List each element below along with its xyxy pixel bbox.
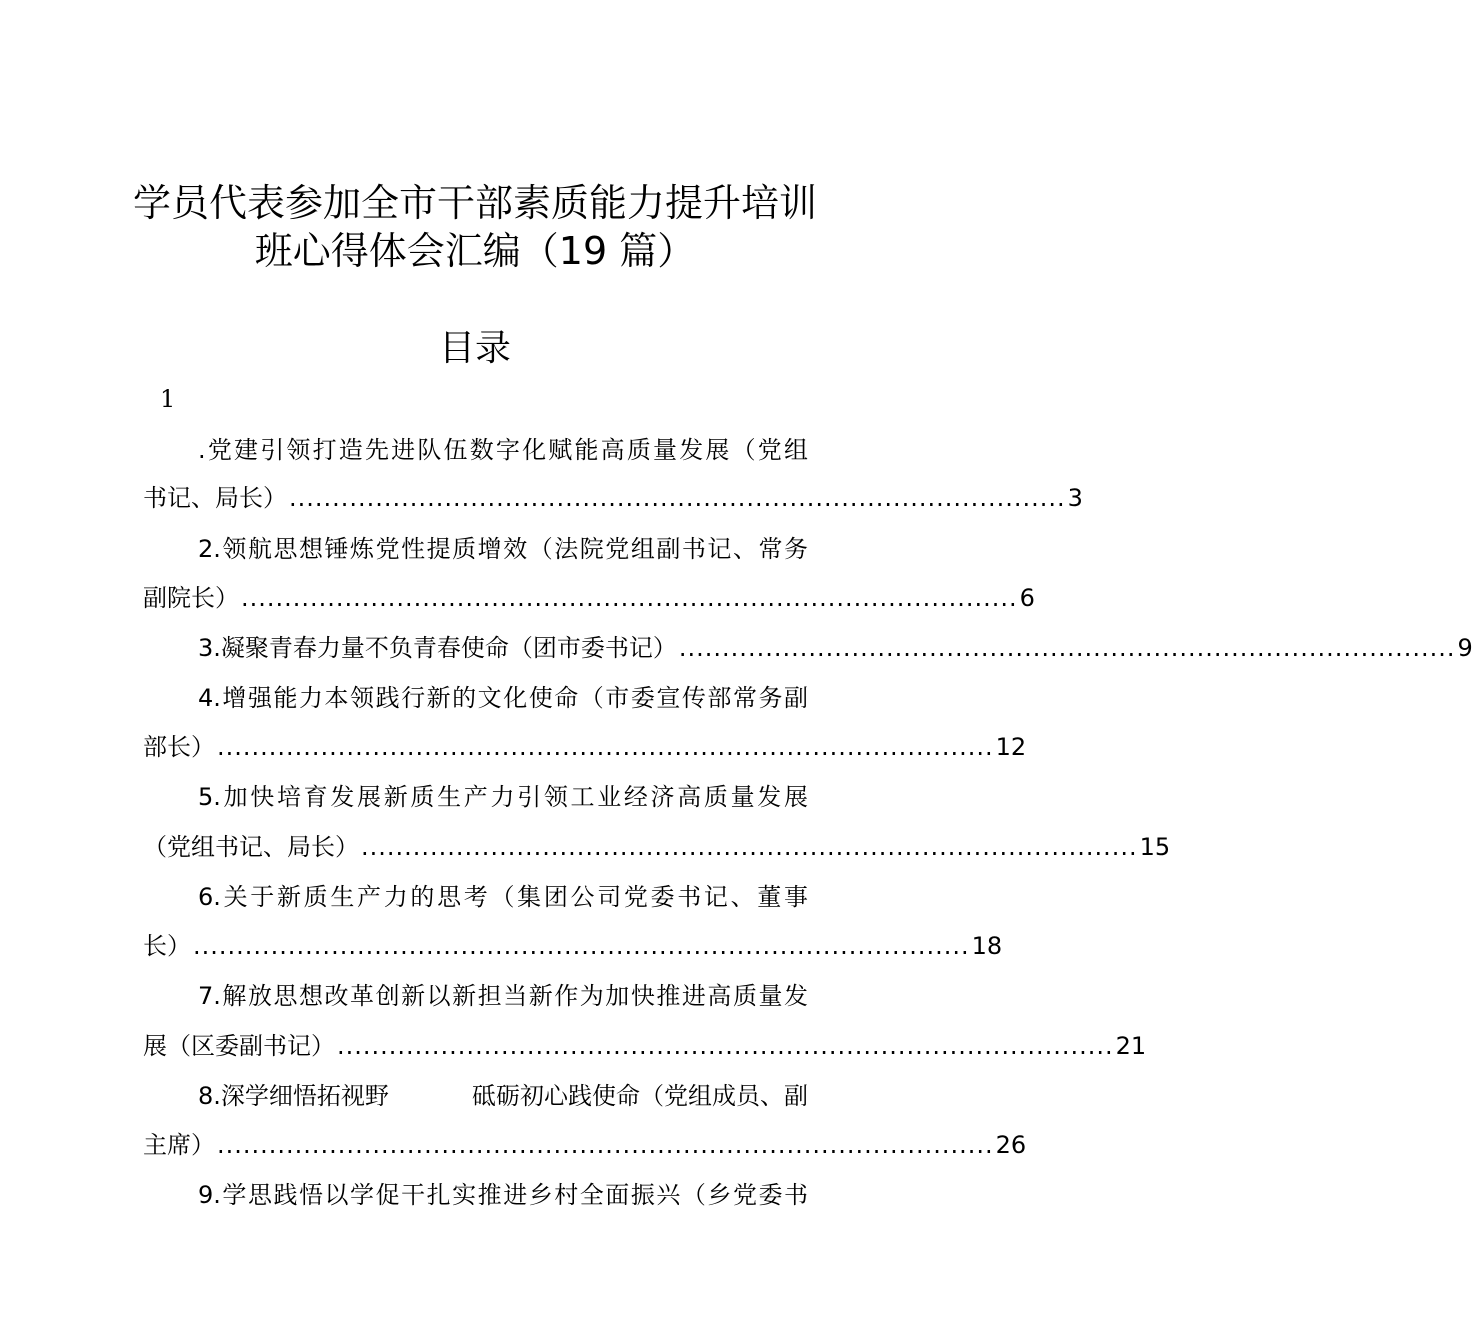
toc-entry-1-text: 书记、局长） <box>143 484 287 512</box>
toc-entry-6-leader: .......................................................................................... <box>193 932 970 960</box>
toc-entry-1-page: 3 <box>1067 484 1083 512</box>
document-title-line-1: 学员代表参加全市干部素质能力提升培训 <box>132 181 817 225</box>
toc-entry-8-text-part-1: 8.深学细悟拓视野 <box>198 1082 389 1110</box>
toc-entry-5-leader: .......................................................................................... <box>361 833 1138 861</box>
toc-entry-8-text-part-2: 砥砺初心践使命（党组成员、副 <box>472 1082 808 1110</box>
toc-entry-8-line-1 <box>198 1081 808 1111</box>
toc-entry-7-text: 展（区委副书记） <box>143 1032 335 1060</box>
toc-entry-5-line-2 <box>143 832 1171 862</box>
toc-entry-1-line-1: .党建引领打造先进队伍数字化赋能高质量发展（党组 <box>198 436 808 464</box>
toc-entry-6-text: 长） <box>143 932 191 960</box>
toc-entry-6-page: 18 <box>971 932 1003 960</box>
toc-entry-1-leader: .......................................................................................... <box>289 484 1066 512</box>
toc-entry-4-line-2 <box>143 732 1027 762</box>
toc-heading: 目录 <box>438 328 511 369</box>
toc-entry-7-line-2 <box>143 1031 1147 1061</box>
toc-entry-3-page: 9 <box>1457 634 1473 662</box>
toc-entry-8-text: 主席） <box>143 1131 215 1159</box>
toc-entry-3-text: 3.凝聚青春力量不负青春使命（团市委书记） <box>198 634 677 662</box>
toc-entry-2-line-1: 2.领航思想锤炼党性提质增效（法院党组副书记、常务 <box>198 535 808 563</box>
toc-entry-7-line-1: 7.解放思想改革创新以新担当新作为加快推进高质量发 <box>198 982 808 1010</box>
toc-entry-5-page: 15 <box>1139 833 1171 861</box>
toc-entry-3-leader: .......................................................................................... <box>678 634 1456 662</box>
toc-entry-8-line-2 <box>143 1130 1027 1160</box>
toc-entry-9-line-1: 9.学思践悟以学促干扎实推进乡村全面振兴（乡党委书 <box>198 1181 808 1209</box>
stray-number: 1 <box>160 385 176 413</box>
toc-entry-4-line-1: 4.增强能力本领践行新的文化使命（市委宣传部常务副 <box>198 684 808 712</box>
toc-entry-8-leader: .......................................................................................... <box>217 1131 994 1159</box>
toc-entry-2-page: 6 <box>1019 584 1035 612</box>
toc-entry-1-line-2 <box>143 483 1083 513</box>
document-title-line-2: 班心得体会汇编（19 篇） <box>254 229 696 273</box>
toc-entry-6-line-2 <box>143 931 1003 961</box>
toc-entry-4-text: 部长） <box>143 733 215 761</box>
toc-entry-8-page: 26 <box>995 1131 1027 1159</box>
toc-entry-2-text: 副院长） <box>143 584 239 612</box>
toc-entry-3-line-1 <box>198 633 1473 663</box>
toc-entry-7-leader: .......................................................................................... <box>337 1032 1114 1060</box>
toc-entry-4-leader: .......................................................................................... <box>217 733 994 761</box>
toc-entry-2-line-2 <box>143 583 1035 613</box>
toc-entry-5-text: （党组书记、局长） <box>143 833 359 861</box>
toc-entry-5-line-1: 5.加快培育发展新质生产力引领工业经济高质量发展 <box>198 783 808 811</box>
toc-entry-4-page: 12 <box>995 733 1027 761</box>
toc-entry-6-line-1: 6.关于新质生产力的思考（集团公司党委书记、董事 <box>198 883 808 911</box>
toc-entry-7-page: 21 <box>1115 1032 1147 1060</box>
toc-entry-2-leader: .......................................................................................... <box>241 584 1018 612</box>
